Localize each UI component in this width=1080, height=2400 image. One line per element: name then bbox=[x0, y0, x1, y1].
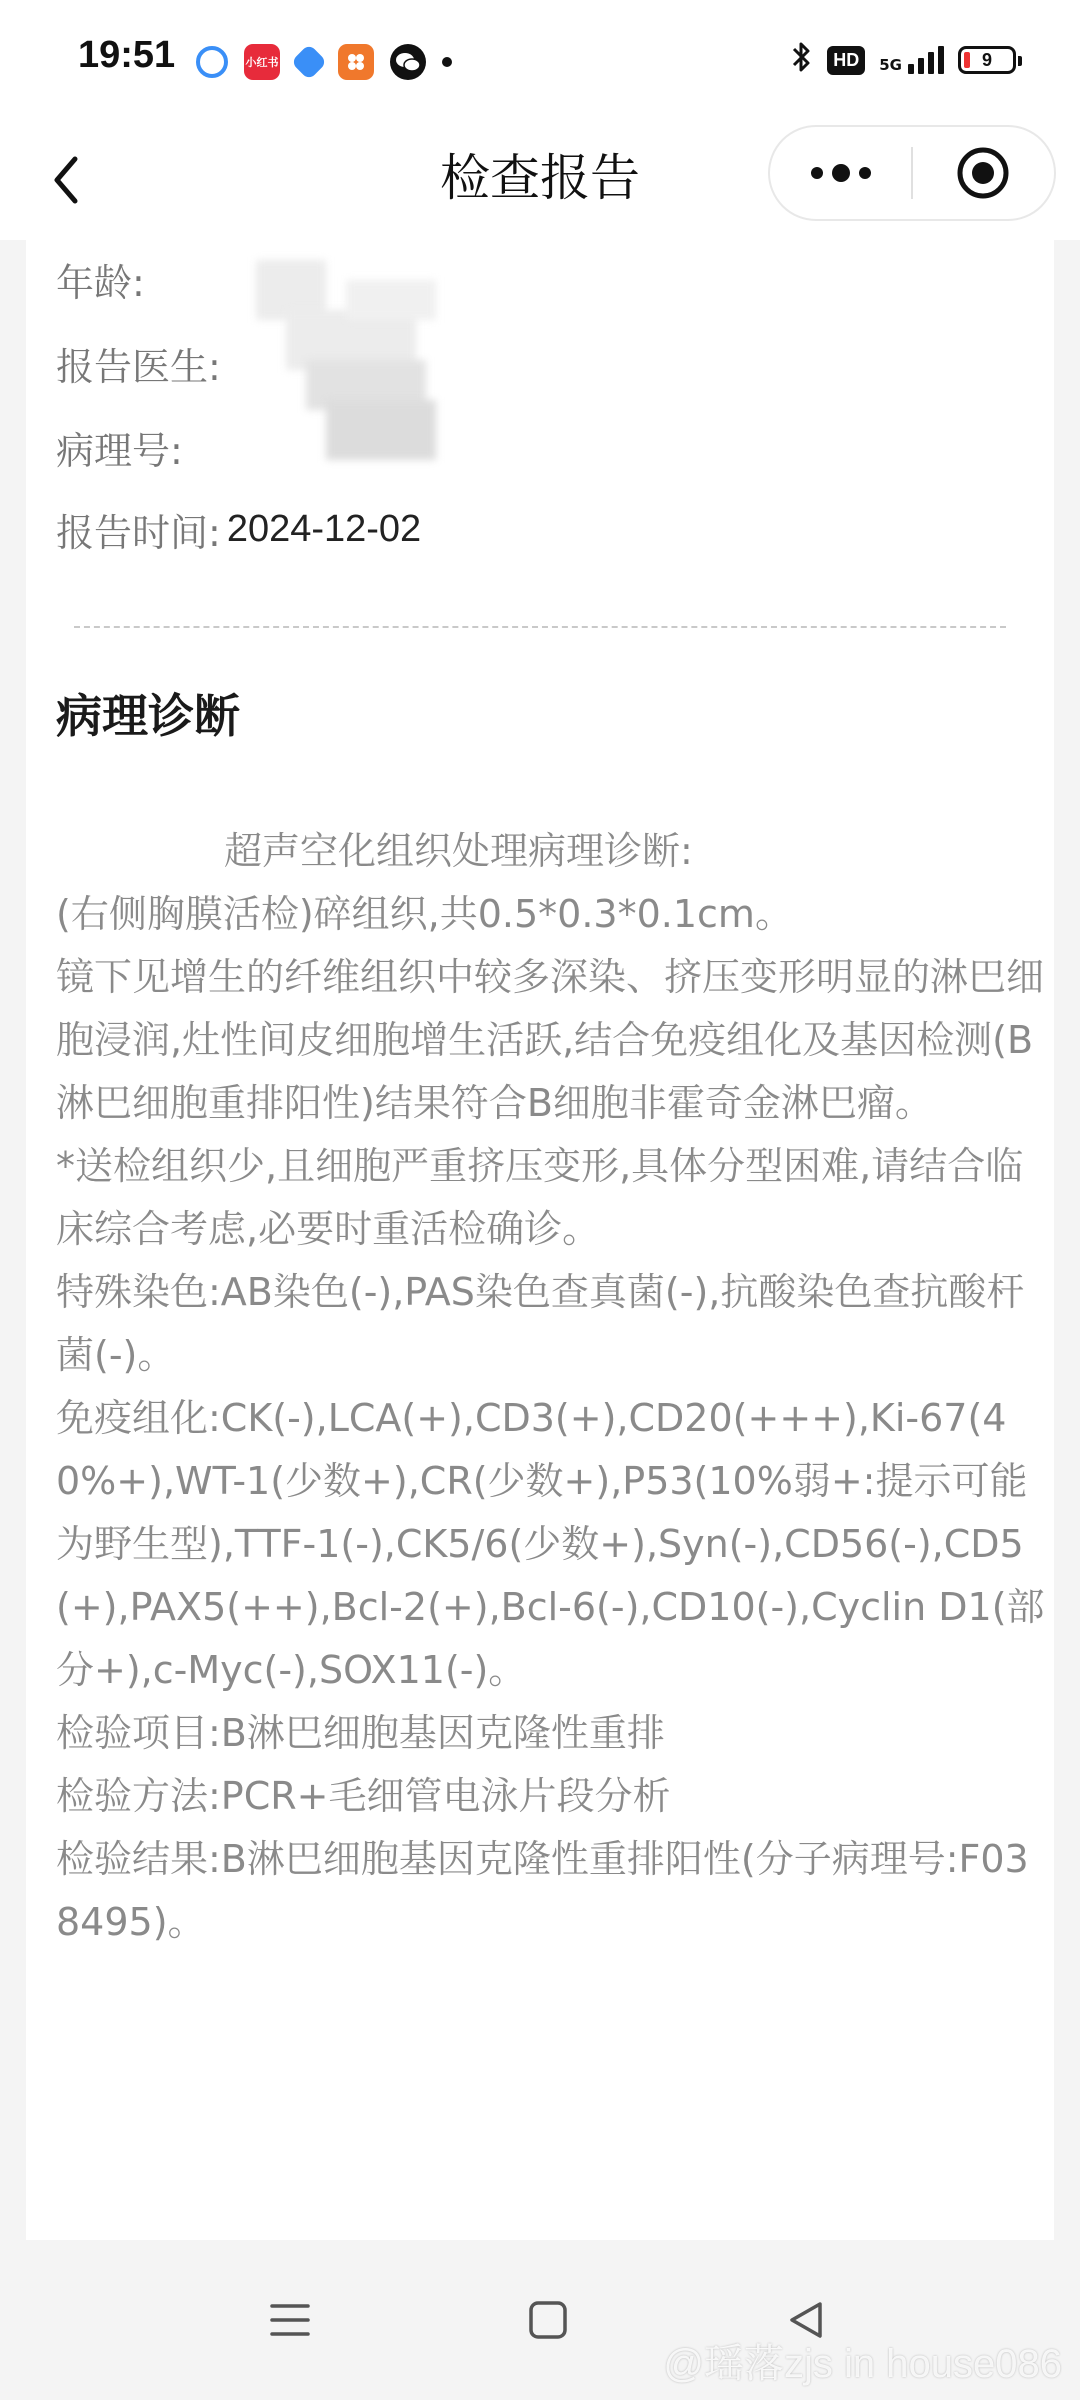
network-type-label: 5G bbox=[879, 56, 902, 74]
mini-program-capsule bbox=[768, 125, 1056, 221]
bluetooth-icon bbox=[791, 40, 813, 80]
section-divider bbox=[74, 626, 1006, 628]
report-time-label: 报告时间: bbox=[56, 511, 221, 555]
page-title: 检查报告 bbox=[440, 149, 640, 207]
wechat-icon bbox=[390, 44, 426, 80]
battery-level: 9 bbox=[981, 49, 992, 70]
diagnosis-paragraph: 检验结果:B淋巴细胞基因克隆性重排阳性(分子病理号:F038495)。 bbox=[56, 1837, 1029, 1944]
pathology-number-label: 病理号: bbox=[56, 429, 183, 473]
orange-app-icon bbox=[338, 44, 374, 80]
age-label: 年龄: bbox=[56, 261, 145, 305]
report-time-value: 2024-12-02 bbox=[226, 508, 422, 550]
signal-bars-icon bbox=[908, 46, 944, 74]
pathology-number-row bbox=[56, 420, 183, 475]
diagnosis-paragraph: 检验项目:B淋巴细胞基因克隆性重排 bbox=[56, 1711, 665, 1755]
diagnosis-paragraph: 镜下见增生的纤维组织中较多深染、挤压变形明显的淋巴细胞浸润,灶性间皮细胞增生活跃,结合免疫组化及基因检测(B淋巴细胞重排阳性)结果符合B细胞非霍奇金淋巴瘤。 bbox=[56, 955, 1045, 1125]
diagnosis-paragraph: 免疫组化:CK(-),LCA(+),CD3(+),CD20(+++),Ki-67(40%+),WT-1(少数+),CR(少数+),P53(10%弱+:提示可能为野生型),TTF-1(-),CK5/6(少数+),Syn(-),CD56(-),CD5(+),PAX5(++),Bcl-2(+),Bcl-6(-),CD10(-),Cyclin D1(部分+),c-Myc(-),SOX11(-)。 bbox=[56, 1396, 1045, 1692]
square-home-icon bbox=[528, 2300, 568, 2340]
redacted-blur-area bbox=[226, 240, 466, 470]
doctor-row bbox=[56, 336, 221, 391]
age-row bbox=[56, 252, 145, 307]
nav-bar bbox=[0, 120, 1080, 240]
more-dots-icon bbox=[809, 163, 873, 183]
qq-browser-icon bbox=[196, 46, 228, 78]
xiaohongshu-icon: 小红书 bbox=[244, 44, 280, 80]
doctor-label: 报告医生: bbox=[56, 345, 221, 389]
pathology-diagnosis-title: 病理诊断 bbox=[56, 689, 240, 743]
diagnosis-paragraph: 检验方法:PCR+毛细管电泳片段分析 bbox=[56, 1774, 671, 1818]
diagnosis-paragraph: 特殊染色:AB染色(-),PAS染色查真菌(-),抗酸染色查抗酸杆菌(-)。 bbox=[56, 1270, 1025, 1377]
target-close-icon bbox=[955, 145, 1011, 201]
system-navigation-bar bbox=[0, 2240, 1080, 2400]
battery-icon bbox=[958, 46, 1016, 74]
notification-icons bbox=[196, 44, 452, 80]
report-content-card bbox=[26, 240, 1054, 2240]
diagnosis-heading: 超声空化组织处理病理诊断: bbox=[224, 829, 693, 873]
status-bar bbox=[0, 0, 1080, 120]
close-mini-program-button[interactable] bbox=[913, 127, 1054, 219]
watermark-text: @瑶落zjs in house086 bbox=[663, 2342, 1062, 2386]
diagnosis-paragraph: *送检组织少,且细胞严重挤压变形,具体分型困难,请结合临床综合考虑,必要时重活检确诊。 bbox=[56, 1144, 1024, 1251]
report-time-row bbox=[56, 502, 421, 557]
menu-icon bbox=[270, 2302, 310, 2338]
more-options-button[interactable] bbox=[770, 127, 911, 219]
home-button[interactable] bbox=[518, 2290, 578, 2350]
diagnosis-body bbox=[56, 820, 1048, 1954]
blue-app-icon bbox=[291, 44, 328, 81]
more-notifications-dot bbox=[442, 57, 452, 67]
menu-button[interactable] bbox=[260, 2290, 320, 2350]
system-status-icons bbox=[791, 40, 1016, 80]
hd-voice-badge: HD bbox=[827, 46, 865, 75]
signal-5g-icon bbox=[879, 46, 944, 74]
status-time: 19:51 bbox=[78, 34, 176, 76]
diagnosis-paragraph: (右侧胸膜活检)碎组织,共0.5*0.3*0.1cm。 bbox=[56, 892, 793, 936]
